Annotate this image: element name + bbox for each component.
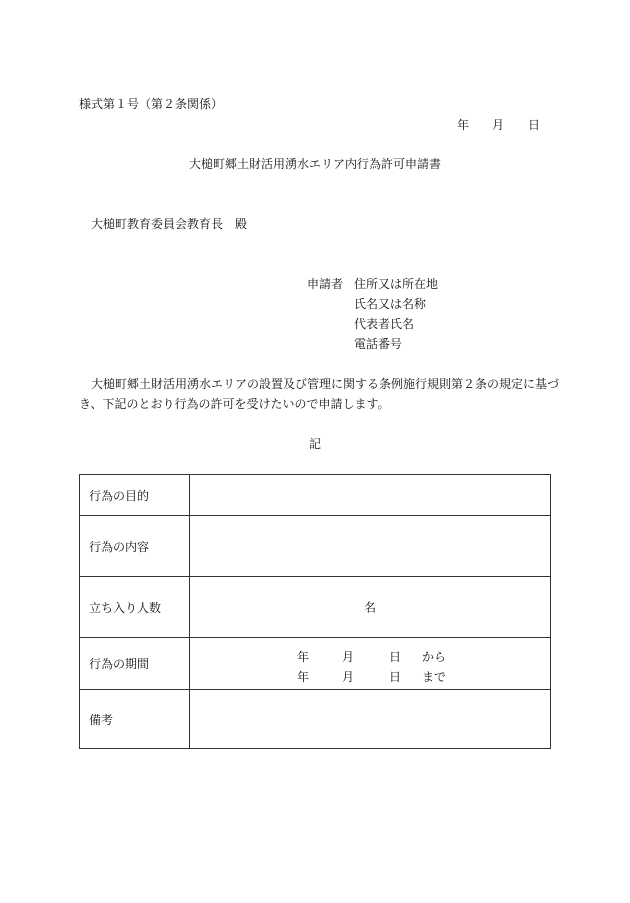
date-year: 年 <box>457 118 470 132</box>
applicant-phone-field: 電話番号 <box>354 337 403 351</box>
date-month: 月 <box>492 118 505 132</box>
period-to-month: 月 <box>342 670 355 684</box>
period-from-month: 月 <box>342 650 355 664</box>
applicant-label: 申請者 <box>307 277 344 291</box>
table-row-purpose <box>80 475 550 516</box>
applicant-representative-field: 代表者氏名 <box>354 317 415 331</box>
applicant-address-field: 住所又は所在地 <box>354 277 439 291</box>
remarks-label: 備考 <box>80 690 190 748</box>
period-from-year: 年 <box>297 650 310 664</box>
table-row-count <box>80 577 550 638</box>
body-text-line1: 大槌町郷土財活用湧水エリアの設置及び管理に関する条例施行規則第２条の規定に基づ <box>91 377 560 391</box>
date-day: 日 <box>528 118 541 132</box>
period-to-suffix: まで <box>422 670 447 684</box>
form-number: 様式第１号（第２条関係） <box>79 97 224 111</box>
count-label: 立ち入り人数 <box>80 577 190 637</box>
period-label: 行為の期間 <box>80 638 190 689</box>
applicant-name-field: 氏名又は名称 <box>354 297 427 311</box>
document-title: 大槌町郷土財活用湧水エリア内行為許可申請書 <box>188 157 441 171</box>
period-to-day: 日 <box>389 670 402 684</box>
count-unit: 名 <box>363 600 376 615</box>
period-value[interactable] <box>190 638 550 689</box>
period-from-suffix: から <box>422 650 447 664</box>
purpose-label: 行為の目的 <box>80 475 190 515</box>
application-table <box>79 474 551 749</box>
purpose-value[interactable] <box>190 475 550 515</box>
content-value[interactable] <box>190 516 550 576</box>
table-row-content <box>80 516 550 577</box>
table-row-remarks <box>80 690 550 748</box>
table-row-period <box>80 638 550 690</box>
ki-heading: 記 <box>308 437 321 451</box>
remarks-value[interactable] <box>190 690 550 748</box>
addressee: 大槌町教育委員会教育長 殿 <box>91 217 248 231</box>
body-text-line2: き、下記のとおり行為の許可を受けたいので申請します。 <box>79 397 390 411</box>
date-line <box>457 119 547 133</box>
count-value[interactable] <box>190 577 550 637</box>
content-label: 行為の内容 <box>80 516 190 576</box>
period-from-day: 日 <box>389 650 402 664</box>
period-to-year: 年 <box>297 670 310 684</box>
